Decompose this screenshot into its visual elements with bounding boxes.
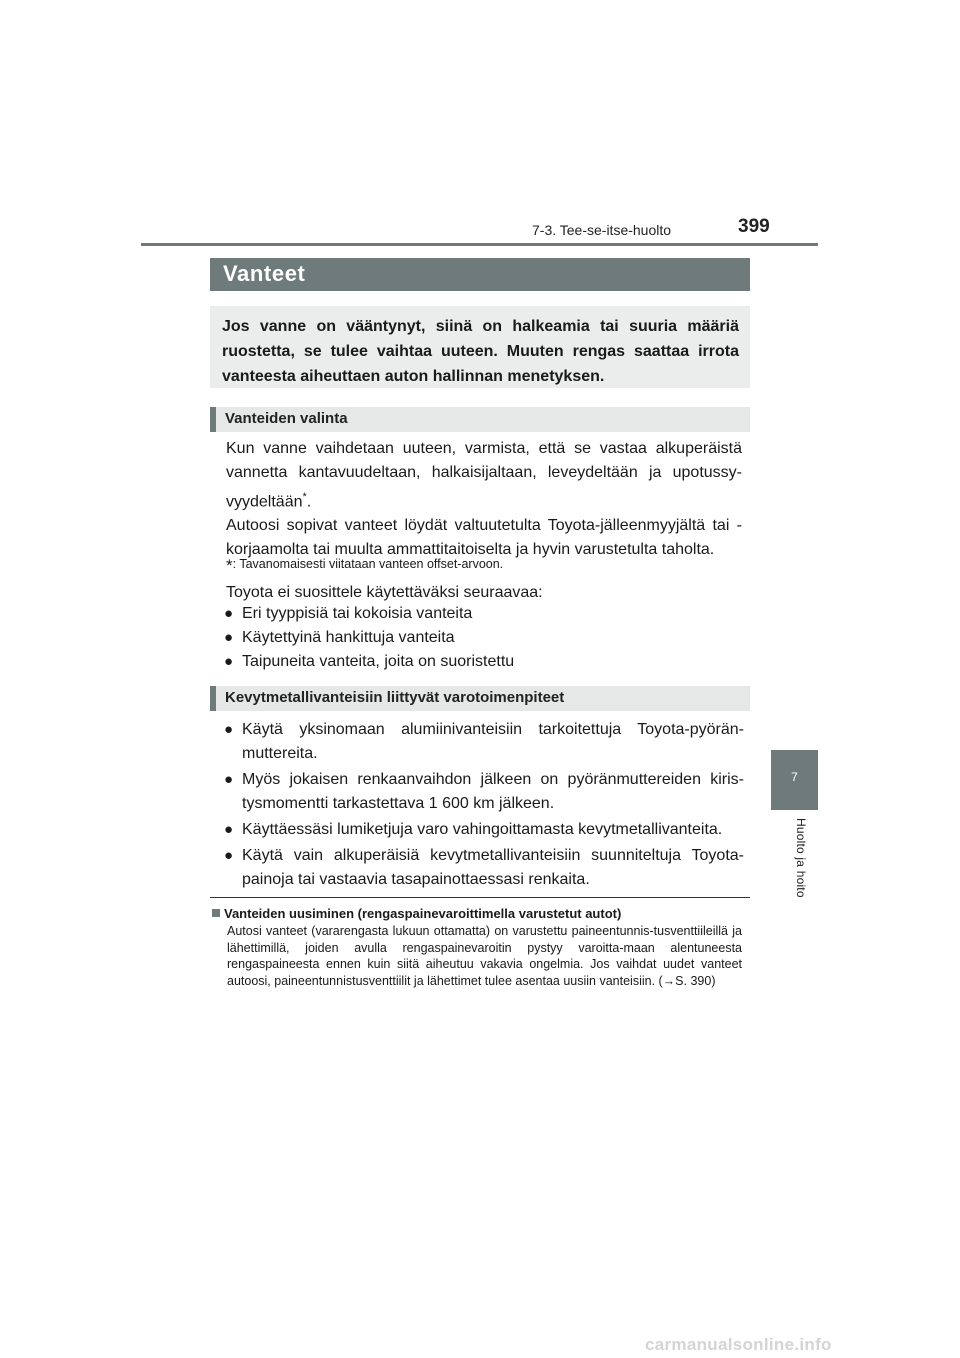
bullet-icon: ● xyxy=(224,629,234,646)
intro-box xyxy=(210,306,750,388)
paragraph-text: Kun vanne vaihdetaan uuteen, varmista, että se vastaa alkuperäistä vannetta kantavuudeltaan, halkaisijaltaan, leveydeltään ja upotussy-vyydeltään xyxy=(226,440,742,511)
footnote xyxy=(226,556,503,576)
bullet-icon: ● xyxy=(224,721,234,738)
square-bullet-icon xyxy=(212,909,220,917)
chapter-tab-label: Huolto ja hoito xyxy=(794,818,808,898)
note-body: Autosi vanteet (vararengasta lukuun ottamatta) on varustettu paineentunnis-tusventtiileillä ja lähettimillä, joiden avulla rengaspainevaroitin pystyy varoitta-maan alentuneesta rengaspaineesta ennen kuin siitä aiheutuu vakavia ongelmia. Jos vaihdat uudet vanteet autoosi, paineentunnistusventtiilit ja lähettimet tulee asentaa uusiin vanteisiin. (→S. 390) xyxy=(227,924,742,988)
bullet-icon: ● xyxy=(224,847,234,864)
list-item: ● Eri tyyppisiä tai kokoisia vanteita xyxy=(224,602,744,626)
bullet-icon: ● xyxy=(224,771,234,788)
note-heading xyxy=(212,906,621,921)
running-header-section: 7-3. Tee-se-itse-huolto xyxy=(532,222,672,238)
footnote-star: * xyxy=(226,556,233,575)
paragraph-end: . xyxy=(306,493,312,511)
chapter-tab xyxy=(771,750,818,810)
section-heading-text: Kevytmetallivanteisiin liittyvät varotoimenpiteet xyxy=(225,689,565,706)
rim-selection-paragraph xyxy=(226,437,742,562)
note-divider xyxy=(210,897,750,898)
alloy-precautions-list xyxy=(224,718,744,894)
page-number: 399 xyxy=(738,216,770,237)
bullet-icon: ● xyxy=(224,821,234,838)
list-item: ● Käyttäessäsi lumiketjuja varo vahingoittamasta kevytmetallivanteita. xyxy=(224,818,744,842)
paragraph-text-second: Autoosi sopivat vanteet löydät valtuutetulta Toyota-jälleenmyyjältä tai -korjaamolta tai muulta ammattitaitoiselta ja hyvin varustetulta taholta. xyxy=(226,517,742,559)
bullet-icon: ● xyxy=(224,605,234,622)
list-item: ● Käytä yksinomaan alumiinivanteisiin tarkoitettuja Toyota-pyörän-muttereita. xyxy=(224,718,744,766)
footnote-marker: * xyxy=(302,491,307,503)
list-item: ● Myös jokaisen renkaanvaihdon jälkeen on pyöränmuttereiden kiris-tysmomentti tarkastettava 1 600 km jälkeen. xyxy=(224,768,744,816)
list-item: ● Käytä vain alkuperäisiä kevytmetallivanteisiin suunniteltuja Toyota-painoja tai vastaavia tasapainottaessasi renkaita. xyxy=(224,844,744,892)
list-item: ● Käytettyinä hankittuja vanteita xyxy=(224,626,744,650)
section-heading-rim-selection xyxy=(210,407,750,432)
section-heading-alloy-precautions xyxy=(210,686,750,711)
bullet-icon: ● xyxy=(224,653,234,670)
not-recommended-intro: Toyota ei suosittele käytettäväksi seuraavaa: xyxy=(226,584,543,601)
footnote-text: : Tavanomaisesti viitataan vanteen offset-arvoon. xyxy=(232,557,504,571)
section-heading-text: Vanteiden valinta xyxy=(225,410,348,427)
not-recommended-list xyxy=(224,602,744,674)
chapter-tab-number: 7 xyxy=(791,770,798,784)
page-title: Vanteet xyxy=(223,261,306,286)
list-item: ● Taipuneita vanteita, joita on suoristettu xyxy=(224,650,744,674)
header-divider xyxy=(141,243,818,246)
watermark: carmanualsonline.info xyxy=(645,1335,832,1354)
intro-text: Jos vanne on vääntynyt, siinä on halkeamia tai suuria määriä ruostetta, se tulee vaihtaa uuteen. Muuten rengas saattaa irrota vanteesta aiheuttaen auton hallinnan menetyksen. xyxy=(222,318,739,385)
title-bar xyxy=(210,258,750,291)
note-heading-text: Vanteiden uusiminen (rengaspainevaroittimella varustetut autot) xyxy=(224,906,622,921)
